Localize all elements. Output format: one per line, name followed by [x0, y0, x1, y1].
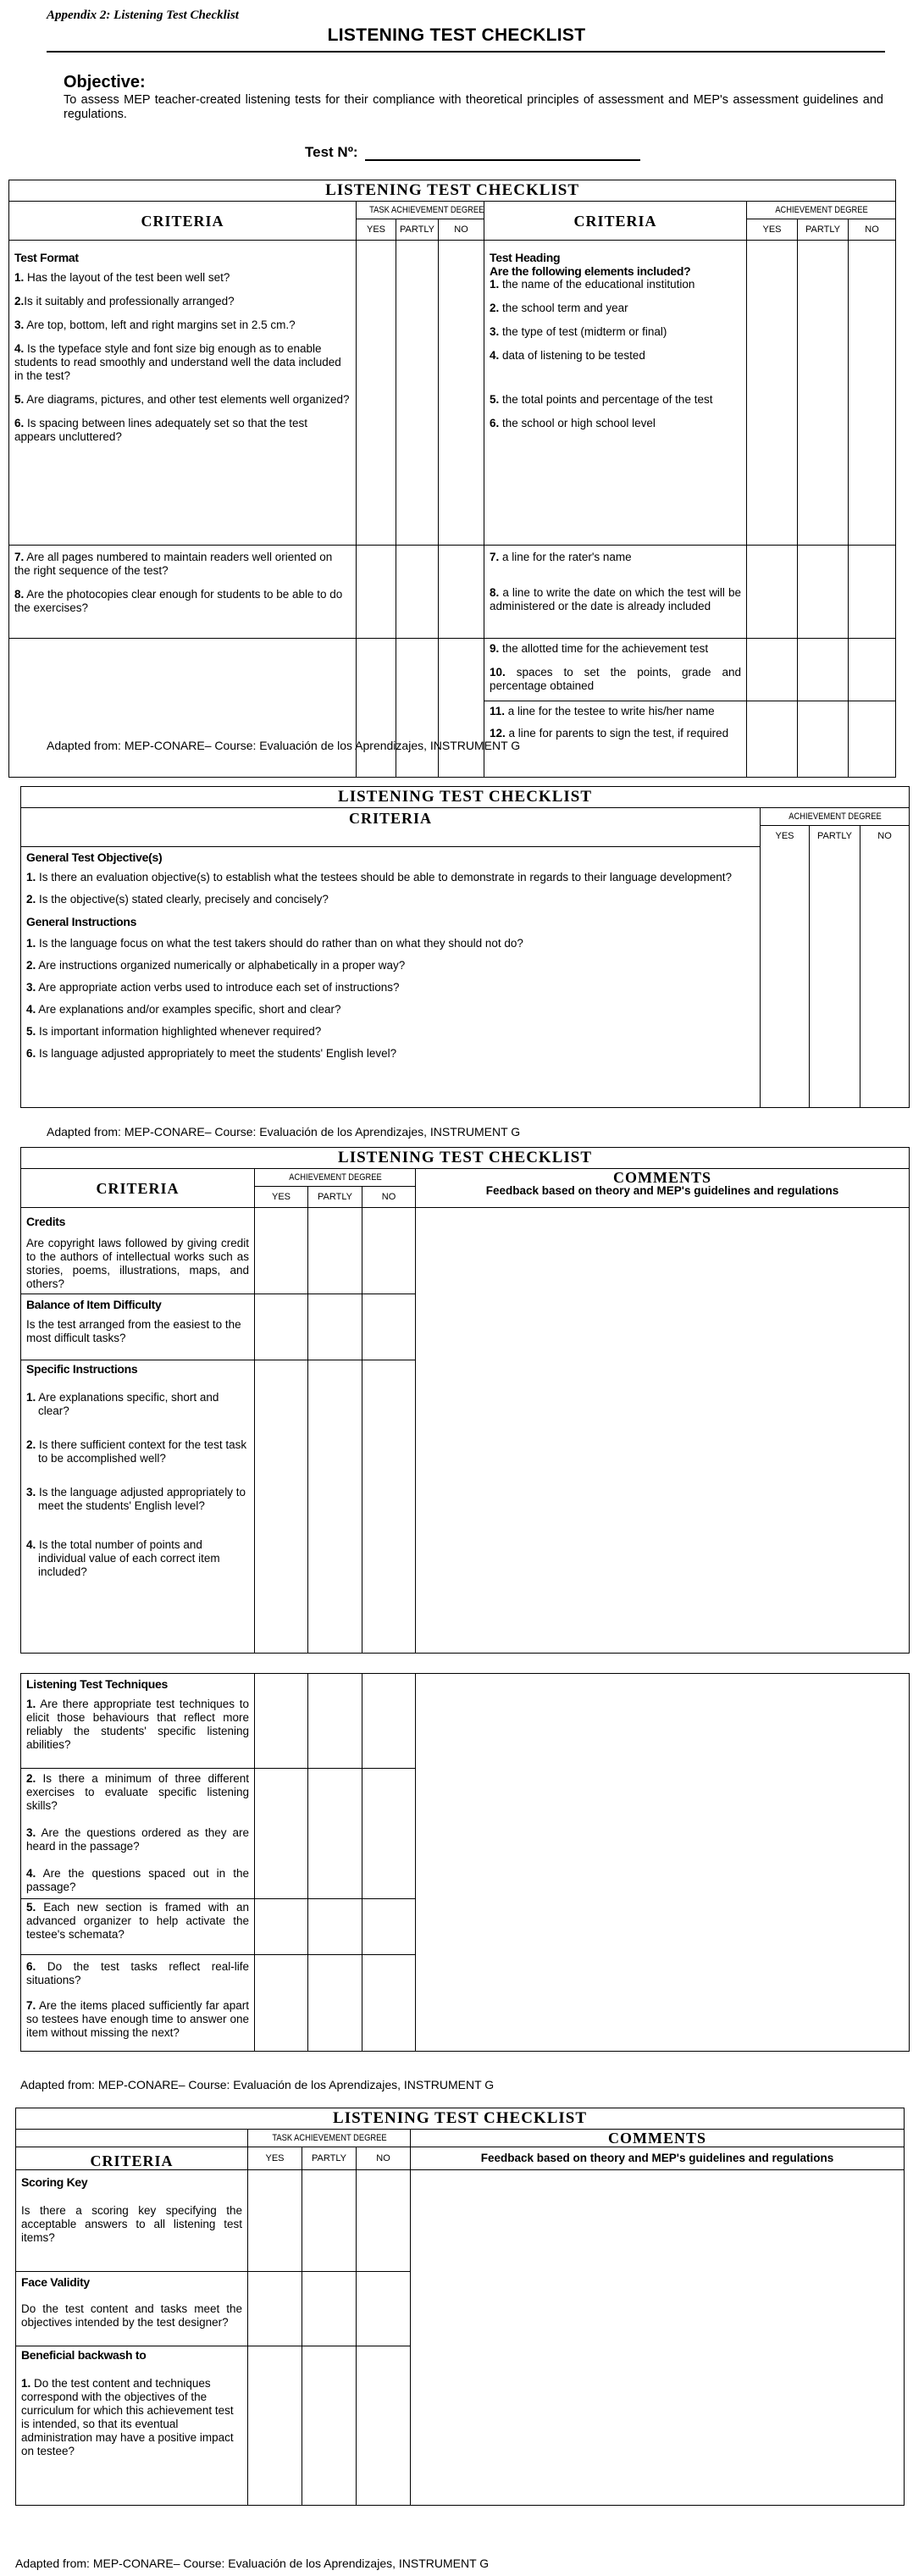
- checklist-table-2: [20, 786, 910, 1108]
- no-cell[interactable]: [357, 2170, 411, 2272]
- list-item: 1. Are explanations specific, short and clear?: [26, 1391, 219, 1417]
- no-cell[interactable]: [439, 546, 484, 639]
- partly-cell[interactable]: [396, 546, 439, 639]
- source-note: Adapted from: MEP-CONARE– Course: Evaluación de los Aprendizajes, INSTRUMENT G: [47, 1125, 521, 1138]
- list-item: 10. spaces to set the points, grade and percentage obtained: [490, 666, 741, 692]
- no-cell[interactable]: [860, 846, 910, 1107]
- objective-text: To assess MEP teacher-created listening tests for their compliance with theoretical principles of assessment and MEP's assessment guidelines and regulations.: [64, 93, 883, 121]
- yes-cell[interactable]: [255, 1294, 308, 1360]
- table-title: LISTENING TEST CHECKLIST: [21, 787, 910, 808]
- balance-block: [21, 1294, 255, 1360]
- partly-cell[interactable]: [308, 1294, 362, 1360]
- no-cell[interactable]: [362, 1360, 416, 1654]
- yes-header: YES: [248, 2147, 302, 2170]
- comments-cell[interactable]: [411, 2170, 905, 2506]
- empty-cell: [9, 639, 357, 778]
- partly-cell[interactable]: [396, 241, 439, 546]
- yes-cell[interactable]: [747, 546, 798, 639]
- backwash-block: [16, 2346, 248, 2506]
- list-item: 12. a line for parents to sign the test, if required: [490, 727, 729, 740]
- no-cell[interactable]: [439, 639, 484, 778]
- list-item: 7. Are the items placed sufficiently far apart so testees have enough time to answer one item without missing the next?: [26, 1999, 249, 2039]
- no-header: NO: [362, 1187, 416, 1208]
- partly-cell[interactable]: [302, 2170, 357, 2272]
- criteria-header: CRITERIA: [9, 202, 357, 241]
- no-header: NO: [439, 219, 484, 241]
- list-item: 8. Are the photocopies clear enough for students to be able to do the exercises?: [14, 588, 343, 614]
- yes-cell[interactable]: [248, 2346, 302, 2506]
- partly-header: PARTLY: [308, 1187, 362, 1208]
- list-item: 3. the type of test (midterm or final): [490, 325, 667, 338]
- appendix-label: Appendix 2: Listening Test Checklist: [47, 8, 239, 22]
- partly-header: PARTLY: [396, 219, 439, 241]
- section-heading: Test Format: [14, 251, 79, 264]
- partly-cell[interactable]: [308, 1208, 362, 1294]
- list-item: 8. a line to write the date on which the test will be administered or the date is already included: [490, 586, 741, 612]
- section-heading: Credits: [26, 1215, 66, 1228]
- no-cell[interactable]: [362, 1955, 416, 2052]
- yes-cell[interactable]: [747, 639, 798, 701]
- yes-cell[interactable]: [255, 1899, 308, 1955]
- balance-question: Is the test arranged from the easiest to the most difficult tasks?: [26, 1318, 241, 1344]
- scoring-key-block: [16, 2170, 248, 2272]
- no-cell[interactable]: [849, 701, 896, 778]
- test-heading-block-3: [484, 639, 747, 701]
- yes-cell[interactable]: [747, 701, 798, 778]
- table-title: LISTENING TEST CHECKLIST: [21, 1148, 910, 1169]
- checklist-table-3: [20, 1147, 910, 1654]
- no-header: NO: [860, 826, 910, 847]
- criteria-header: CRITERIA: [21, 1169, 255, 1208]
- criteria-header: CRITERIA: [21, 808, 761, 847]
- techniques-block-2: [21, 1769, 255, 1899]
- specific-instructions-block: [21, 1360, 255, 1654]
- partly-cell[interactable]: [810, 846, 860, 1107]
- partly-cell[interactable]: [308, 1955, 362, 2052]
- no-cell[interactable]: [362, 1294, 416, 1360]
- no-cell[interactable]: [357, 2346, 411, 2506]
- test-format-block-2: [9, 546, 357, 639]
- partly-header: PARTLY: [302, 2147, 357, 2170]
- no-cell[interactable]: [357, 2272, 411, 2346]
- achievement-header: ACHIEVEMENT DEGREE: [267, 1169, 404, 1187]
- list-item: 1. the name of the educational institution: [490, 278, 695, 291]
- test-format-block: [9, 241, 357, 546]
- yes-cell[interactable]: [255, 1955, 308, 2052]
- face-validity-block: [16, 2272, 248, 2346]
- list-item: 3. Is the language adjusted appropriately to meet the students' English level?: [26, 1486, 246, 1512]
- task-achievement-header: TASK ACHIEVEMENT DEGREE: [366, 202, 474, 219]
- criteria-header: CRITERIA: [484, 202, 747, 241]
- list-item: 2. Are instructions organized numerically or alphabetically in a proper way?: [26, 958, 406, 972]
- partly-cell[interactable]: [396, 639, 439, 778]
- section-heading: Face Validity: [21, 2275, 90, 2289]
- list-item: 7. Are all pages numbered to maintain readers well oriented on the right sequence of the test?: [14, 551, 333, 577]
- comments-subtitle: Feedback based on theory and MEP's guidelines and regulations: [485, 1184, 839, 1197]
- partly-cell[interactable]: [308, 1674, 362, 1769]
- list-item: 4. Is the total number of points and individual value of each correct item included?: [26, 1538, 220, 1578]
- section-heading: Specific Instructions: [26, 1362, 138, 1376]
- achievement-header: ACHIEVEMENT DEGREE: [772, 808, 899, 826]
- checklist-table-5: [15, 2108, 905, 2506]
- test-heading-block-2: [484, 546, 747, 639]
- section-heading: Listening Test Techniques: [26, 1677, 169, 1691]
- partly-cell[interactable]: [798, 701, 849, 778]
- yes-cell[interactable]: [357, 546, 396, 639]
- list-item: 6. Is spacing between lines adequately set so that the test appears uncluttered?: [14, 417, 307, 443]
- list-item: 6. Is language adjusted appropriately to meet the students' English level?: [26, 1046, 397, 1060]
- list-item: 2. Is there a minimum of three different exercises to evaluate specific listening skills?: [26, 1772, 249, 1812]
- techniques-item-5: 5. Each new section is framed with an advanced organizer to help activate the testee's schemata?: [21, 1899, 255, 1955]
- achievement-header: ACHIEVEMENT DEGREE: [758, 202, 885, 219]
- yes-cell[interactable]: [357, 241, 396, 546]
- credits-block: [21, 1208, 255, 1294]
- partly-cell[interactable]: [798, 639, 849, 701]
- yes-cell[interactable]: [255, 1674, 308, 1769]
- comments-cell[interactable]: [416, 1674, 910, 2052]
- face-validity-question: Do the test content and tasks meet the objectives intended by the test designer?: [21, 2302, 242, 2329]
- no-cell[interactable]: [362, 1899, 416, 1955]
- partly-cell[interactable]: [308, 1899, 362, 1955]
- list-item: 1. Do the test content and techniques correspond with the objectives of the curriculum for which this achievement test is intended, so that its eventual administration may have a positive impact on testee?: [21, 2377, 234, 2457]
- techniques-block-3: [21, 1955, 255, 2052]
- list-item: 3. Are top, bottom, left and right margins set in 2.5 cm.?: [14, 319, 296, 331]
- techniques-block: [21, 1674, 255, 1769]
- source-note: Adapted from: MEP-CONARE– Course: Evaluación de los Aprendizajes, INSTRUMENT G: [15, 2557, 490, 2570]
- list-item: 6. the school or high school level: [490, 417, 656, 429]
- comments-cell[interactable]: [416, 1208, 910, 1654]
- scoring-question: Is there a scoring key specifying the acceptable answers to all listening test items?: [21, 2204, 242, 2244]
- no-cell[interactable]: [362, 1674, 416, 1769]
- yes-cell[interactable]: [248, 2272, 302, 2346]
- list-item: 1. Are there appropriate test techniques to elicit those behaviours that reflect more reliably the students' specific listening abilities?: [26, 1698, 249, 1751]
- no-header: NO: [357, 2147, 411, 2170]
- section-subheading: Are the following elements included?: [490, 264, 691, 278]
- list-item: 4. Are the questions spaced out in the passage?: [26, 1867, 249, 1893]
- source-note: Adapted from: MEP-CONARE– Course: Evaluación de los Aprendizajes, INSTRUMENT G: [20, 2078, 495, 2091]
- section-heading: Test Heading: [490, 251, 561, 264]
- yes-header: YES: [357, 219, 396, 241]
- list-item: 1. Is there an evaluation objective(s) to establish what the testees should be able to demonstrate in regards to their language development?: [26, 870, 733, 884]
- list-item: 11. a line for the testee to write his/her name: [490, 705, 715, 717]
- list-item: 5. Is important information highlighted whenever required?: [26, 1024, 322, 1038]
- yes-header: YES: [761, 826, 810, 847]
- partly-header: PARTLY: [798, 219, 849, 241]
- blank-header-cell: [16, 2130, 248, 2147]
- comments-title: COMMENTS: [411, 2130, 905, 2147]
- list-item: 2. Is the objective(s) stated clearly, precisely and concisely?: [26, 892, 329, 906]
- page-title: LISTENING TEST CHECKLIST: [327, 25, 586, 45]
- test-number-field: [305, 144, 640, 161]
- list-item: 1. Is the language focus on what the test takers should do rather than on what they should not do?: [26, 936, 523, 950]
- yes-cell[interactable]: [255, 1769, 308, 1899]
- list-item: 4. data of listening to be tested: [490, 349, 645, 362]
- section-heading: General Test Objective(s): [26, 850, 163, 864]
- section-heading: Balance of Item Difficulty: [26, 1298, 162, 1311]
- general-block: [21, 846, 761, 1107]
- yes-cell[interactable]: [747, 241, 798, 546]
- table-title: LISTENING TEST CHECKLIST: [16, 2108, 905, 2130]
- no-cell[interactable]: [362, 1769, 416, 1899]
- test-heading-block-4: [484, 701, 747, 778]
- list-item: 2. the school term and year: [490, 302, 628, 314]
- list-item: 9. the allotted time for the achievement test: [490, 642, 709, 655]
- list-item: 4. Are explanations and/or examples specific, short and clear?: [26, 1002, 341, 1016]
- comments-subtitle: Feedback based on theory and MEP's guidelines and regulations: [411, 2147, 905, 2170]
- list-item: 3. Are appropriate action verbs used to introduce each set of instructions?: [26, 980, 400, 994]
- list-item: 2. Is there sufficient context for the test task to be accomplished well?: [26, 1438, 247, 1465]
- table-title: LISTENING TEST CHECKLIST: [9, 180, 896, 202]
- test-number-label: Test Nº:: [305, 144, 358, 160]
- test-number-line[interactable]: [365, 146, 640, 161]
- list-item: 2.Is it suitably and professionally arranged?: [14, 295, 235, 307]
- comments-title: COMMENTS: [613, 1169, 712, 1186]
- criteria-header: CRITERIA: [16, 2147, 248, 2170]
- test-heading-block: [484, 241, 747, 546]
- list-item: 4. Is the typeface style and font size big enough as to enable students to read smoothly and understand well the data included in the test?: [14, 342, 341, 382]
- yes-header: YES: [747, 219, 798, 241]
- title-divider: [47, 51, 885, 53]
- list-item: 3. Are the questions ordered as they are heard in the passage?: [26, 1826, 250, 1853]
- partly-header: PARTLY: [810, 826, 860, 847]
- checklist-table-4: [20, 1673, 910, 2052]
- yes-cell[interactable]: [357, 639, 396, 778]
- no-cell[interactable]: [362, 1208, 416, 1294]
- no-cell[interactable]: [439, 241, 484, 546]
- partly-cell[interactable]: [308, 1360, 362, 1654]
- section-heading: Beneficial backwash to: [21, 2348, 147, 2362]
- yes-cell[interactable]: [255, 1360, 308, 1654]
- yes-cell[interactable]: [761, 846, 810, 1107]
- source-note: Adapted from: MEP-CONARE– Course: Evaluación de los Aprendizajes, INSTRUMENT G: [47, 739, 521, 752]
- no-header: NO: [849, 219, 896, 241]
- yes-cell[interactable]: [255, 1208, 308, 1294]
- no-cell[interactable]: [849, 241, 896, 546]
- comments-header: [416, 1169, 910, 1208]
- partly-cell[interactable]: [798, 241, 849, 546]
- section-heading: Scoring Key: [21, 2175, 88, 2189]
- partly-cell[interactable]: [798, 546, 849, 639]
- task-achievement-header: TASK ACHIEVEMENT DEGREE: [260, 2130, 398, 2147]
- partly-cell[interactable]: [308, 1769, 362, 1899]
- list-item: 7. a line for the rater's name: [490, 551, 632, 563]
- no-cell[interactable]: [849, 546, 896, 639]
- list-item: 5. Are diagrams, pictures, and other test elements well organized?: [14, 393, 350, 406]
- partly-cell[interactable]: [302, 2272, 357, 2346]
- no-cell[interactable]: [849, 639, 896, 701]
- section-heading: General Instructions: [26, 914, 137, 928]
- list-item: 6. Do the test tasks reflect real-life situations?: [26, 1960, 249, 1986]
- list-item: 5. the total points and percentage of the test: [490, 393, 713, 406]
- list-item: 1. Has the layout of the test been well set?: [14, 271, 230, 284]
- credits-question: Are copyright laws followed by giving credit to the authors of intellectual works such as stories, poems, illustrations, maps, and others?: [26, 1237, 249, 1290]
- objective-heading: Objective:: [64, 73, 146, 91]
- checklist-table-1: [8, 180, 896, 778]
- partly-cell[interactable]: [302, 2346, 357, 2506]
- yes-cell[interactable]: [248, 2170, 302, 2272]
- yes-header: YES: [255, 1187, 308, 1208]
